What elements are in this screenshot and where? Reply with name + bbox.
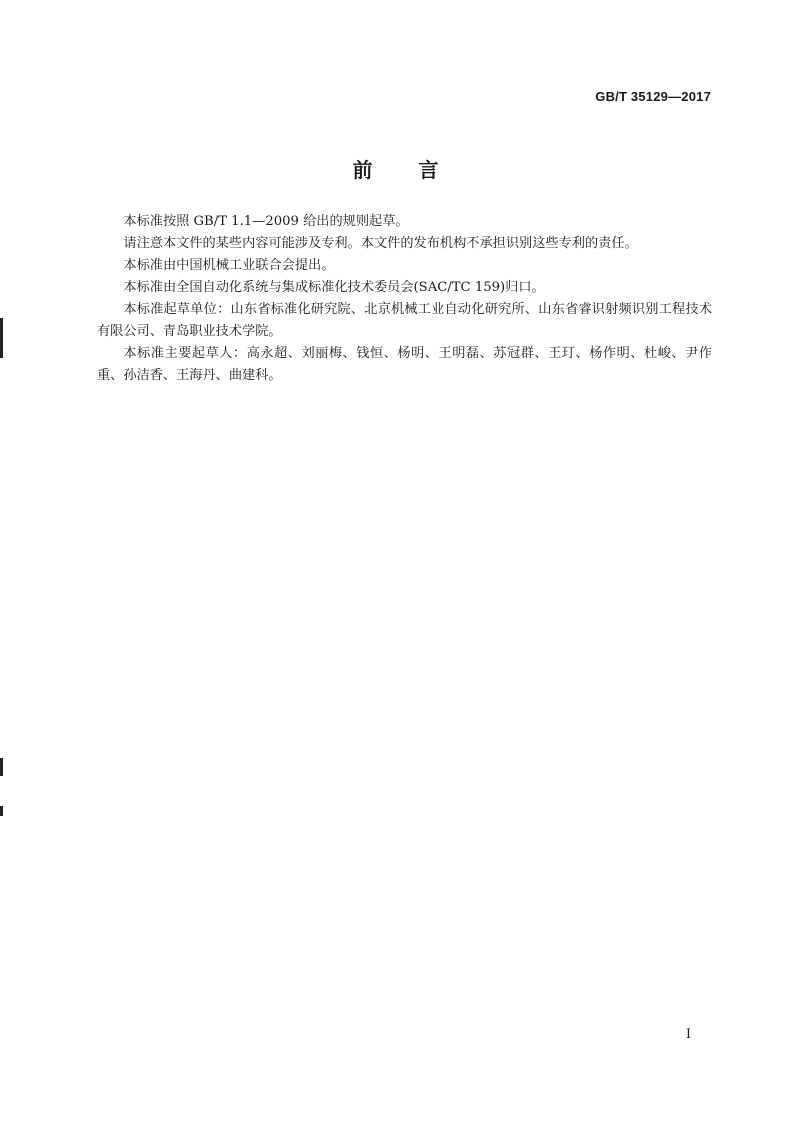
paragraph-drafters: 本标准主要起草人：高永超、刘丽梅、钱恒、杨明、王明磊、苏冠群、王玎、杨作明、杜峻、尹作重、孙洁香、王海丹、曲建科。: [97, 346, 712, 383]
foreword-body: [97, 211, 712, 387]
scan-edge-mark: [0, 758, 3, 776]
page-number: I: [685, 1027, 691, 1042]
scan-edge-mark: [0, 318, 3, 358]
paragraph-committee: 本标准由全国自动化系统与集成标准化技术委员会(SAC/TC 159)归口。: [123, 280, 545, 295]
paragraph-proposer: 本标准由中国机械工业联合会提出。: [123, 258, 335, 273]
page-title: 前言: [352, 158, 485, 182]
paragraph-patent-notice: 请注意本文件的某些内容可能涉及专利。本文件的发布机构不承担识别这些专利的责任。: [123, 236, 638, 251]
scan-edge-mark: [0, 806, 3, 816]
standard-code: GB/T 35129—2017: [595, 89, 711, 104]
paragraph-drafting-rules: 本标准按照 GB/T 1.1—2009 给出的规则起草。: [123, 214, 409, 229]
paragraph-drafting-units: 本标准起草单位：山东省标准化研究院、北京机械工业自动化研究所、山东省睿识射频识别工程技术有限公司、青岛职业技术学院。: [97, 302, 712, 339]
